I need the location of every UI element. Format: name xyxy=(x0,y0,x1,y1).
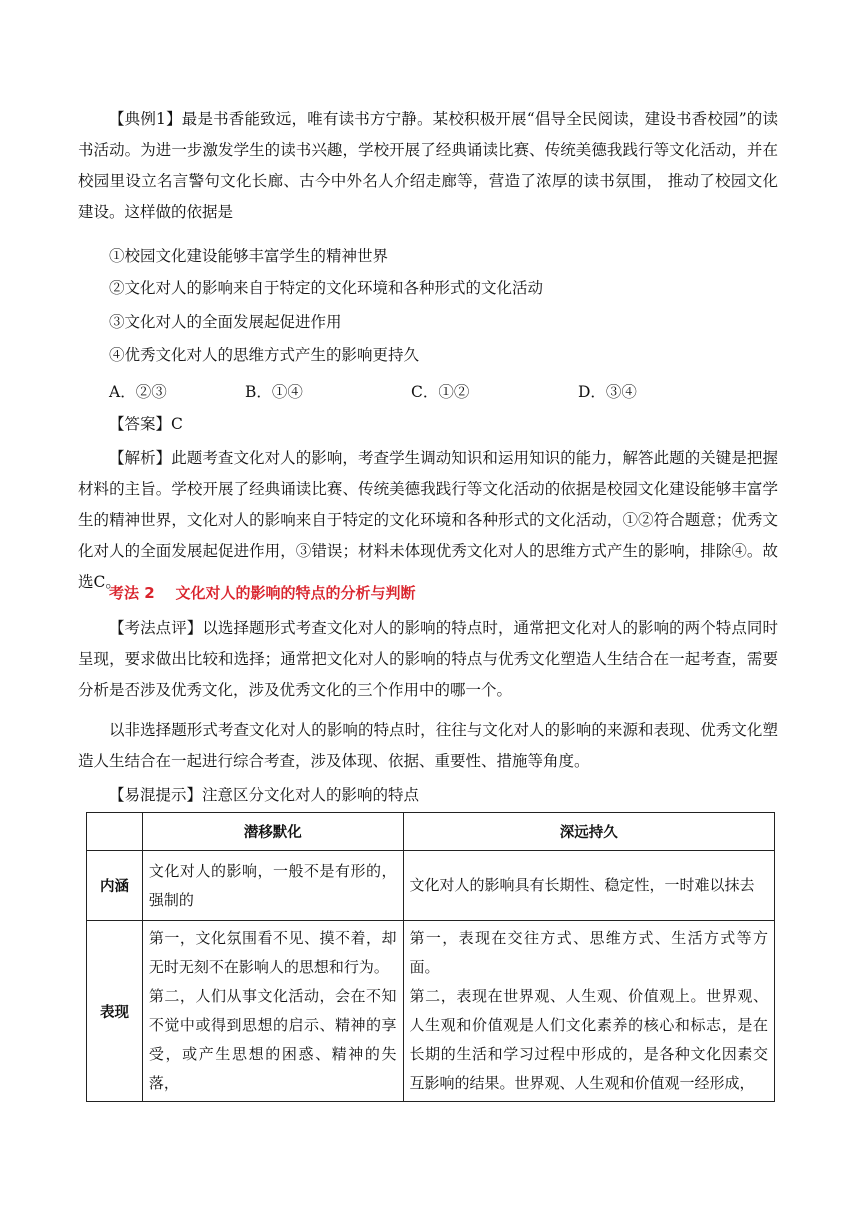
option-d: D．③④ xyxy=(578,383,637,401)
manifestation-lasting-cell xyxy=(403,921,774,1102)
table-header-lasting: 深远持久 xyxy=(403,813,774,851)
nonchoice-paragraph: 以非选择题形式考查文化对人的影响的特点时，往往与文化对人的影响的来源和表现、优秀文化塑造人生结合在一起进行综合考查，涉及体现、依据、重要性、措施等角度。 xyxy=(78,721,778,770)
review-text: 以选择题形式考查文化对人的影响的特点时，通常把文化对人的影响的两个特点同时呈现，要求做出比较和选择；通常把文化对人的影响的特点与优秀文化塑造人生结合在一起考查，需要分析是否涉及优秀文化，涉及优秀文化的三个作用中的哪一个。 xyxy=(78,619,778,699)
manifestation-subtle-point-2: 第二，人们从事文化活动，会在不知不觉中或得到思想的启示、精神的享受，或产生思想的困惑、精神的失落， xyxy=(148,987,397,1092)
option-c: C．①② xyxy=(411,383,470,401)
manifestation-subtle-cell xyxy=(142,921,403,1102)
method-heading: 考法 2 文化对人的影响的特点的分析与判断 xyxy=(109,584,416,602)
answer-line xyxy=(109,409,183,440)
table-row xyxy=(87,851,775,921)
manifestation-lasting-point-1: 第一，表现在交往方式、思维方式、生活方式等方面。 xyxy=(409,929,768,976)
connotation-subtle-cell: 文化对人的影响，一般不是有形的，强制的 xyxy=(142,851,403,921)
tip-line xyxy=(109,780,419,811)
table-header-row xyxy=(87,813,775,851)
manifestation-subtle-point-1: 第一，文化氛围看不见、摸不着，却无时无刻不在影响人的思想和行为。 xyxy=(148,929,397,976)
table-row xyxy=(87,921,775,1102)
comparison-table xyxy=(86,812,775,1102)
row-label-manifestation: 表现 xyxy=(87,921,143,1102)
option-a: A．②③ xyxy=(109,383,167,401)
answer-value: C xyxy=(171,415,183,433)
analysis-paragraph xyxy=(78,443,778,598)
example-stem-text: 最是书香能致远，唯有读书方宁静。某校积极开展“倡导全民阅读，建设书香校园”的读书活动。为进一步激发学生的读书兴趣，学校开展了经典诵读比赛、传统美德我践行等文化活动，并在校园里设立名言警句文化长廊、古今中外名人介绍走廊等，营造了浓厚的读书氛围， 推动了校园文化建设。这样做的依据是 xyxy=(78,110,778,221)
connotation-lasting-cell: 文化对人的影响具有长期性、稳定性，一时难以抹去 xyxy=(403,851,774,921)
table-header-subtle: 潜移默化 xyxy=(142,813,403,851)
statement-3: ③文化对人的全面发展起促进作用 xyxy=(109,313,342,331)
option-b: B．①④ xyxy=(245,383,303,401)
statement-1: ①校园文化建设能够丰富学生的精神世界 xyxy=(109,247,389,265)
example-stem xyxy=(78,104,778,228)
statement-2: ②文化对人的影响来自于特定的文化环境和各种形式的文化活动 xyxy=(109,279,544,297)
answer-label: 【答案】 xyxy=(109,415,172,433)
review-label: 【考法点评】 xyxy=(109,619,203,637)
example-label: 【典例1】 xyxy=(109,110,182,128)
manifestation-lasting-point-2: 第二，表现在世界观、人生观、价值观上。世界观、人生观和价值观是人们文化素养的核心和标志，是在长期的生活和学习过程中形成的，是各种文化因素交互影响的结果。世界观、人生观和价值观一经形成， xyxy=(409,987,768,1092)
statement-4: ④优秀文化对人的思维方式产生的影响更持久 xyxy=(109,346,420,364)
tip-text: 注意区分文化对人的影响的特点 xyxy=(202,786,420,804)
table-header-empty xyxy=(87,813,143,851)
review-paragraph xyxy=(78,613,778,706)
row-label-connotation: 内涵 xyxy=(87,851,143,921)
analysis-text: 此题考查文化对人的影响，考查学生调动知识和运用知识的能力，解答此题的关键是把握材料的主旨。学校开展了经典诵读比赛、传统美德我践行等文化活动的依据是校园文化建设能够丰富学生的精神世界，文化对人的影响来自于特定的文化环境和各种形式的文化活动，①②符合题意；优秀文化对人的全面发展起促进作用，③错误；材料未体现优秀文化对人的思维方式产生的影响，排除④。故选C。 xyxy=(78,449,778,591)
answer-options xyxy=(109,377,709,408)
analysis-label: 【解析】 xyxy=(109,449,172,467)
tip-label: 【易混提示】 xyxy=(109,786,203,804)
